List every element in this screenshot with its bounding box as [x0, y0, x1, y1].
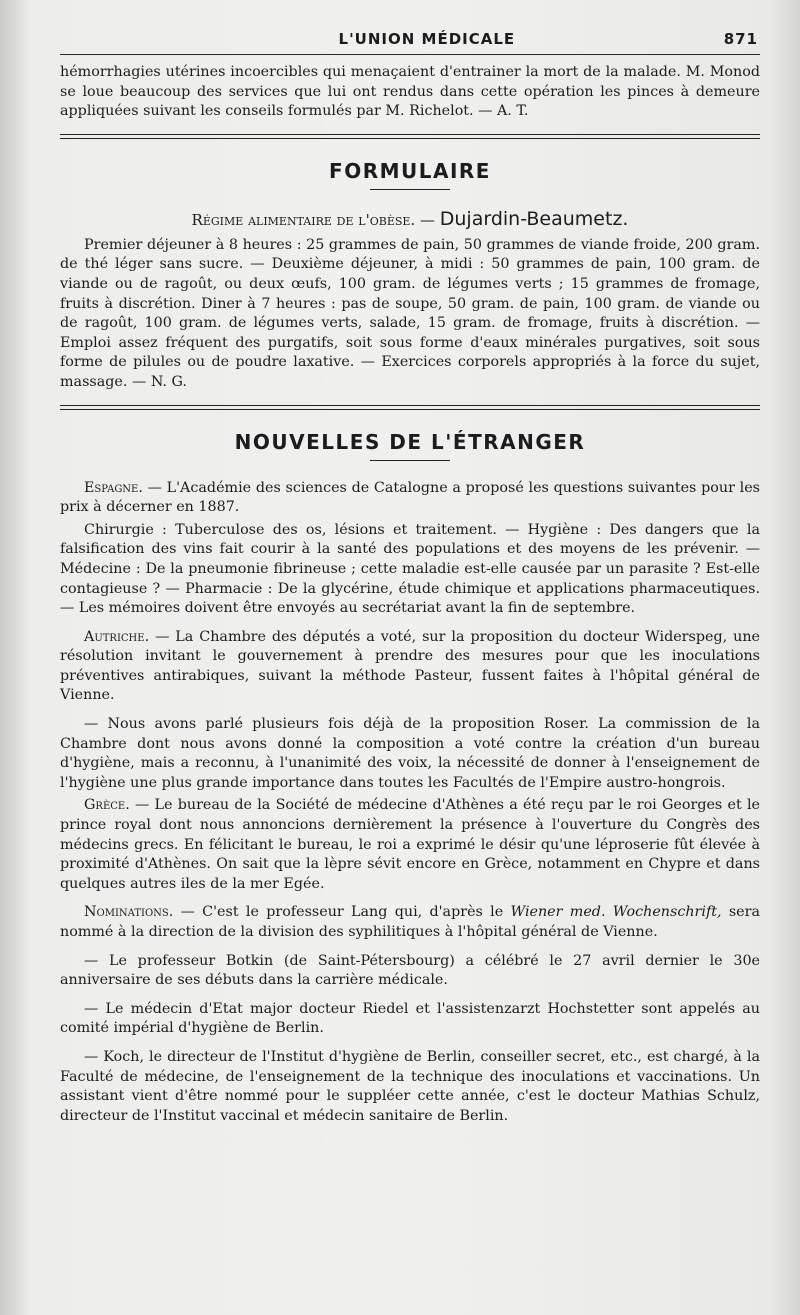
roser-paragraph: — Nous avons parlé plusieurs fois déjà de la proposition Roser. La commission de la Chambre dont nous avons donné la composition a voté contre la création d'un bureau d'hygiène, mais a reconnu, à l'unanimité des voix, la nécessité de donner à l'enseignement de l'hygiène une plus grande importance dans toutes les Facultés de l'Empire austro-hongrois. — [60, 716, 760, 791]
heading-underline — [370, 460, 450, 461]
journal-title: L'UNION MÉDICALE — [338, 30, 516, 48]
grece-paragraph — [60, 796, 760, 894]
regime-author: Dujardin-Beaumetz. — [439, 207, 629, 230]
regime-title — [60, 208, 760, 230]
section-divider — [60, 405, 760, 410]
nominations-text-a: — C'est le professeur Lang qui, d'après le — [173, 904, 511, 921]
autriche-label: Autriche. — [84, 628, 150, 645]
formulaire-heading: FORMULAIRE — [329, 158, 491, 183]
nominations-label: Nominations. — [84, 904, 174, 921]
autriche-paragraph — [60, 628, 760, 706]
grece-text: — Le bureau de la Société de médecine d'Athènes a été reçu par le roi Georges et le prince royal dont nous annoncions dernièrement la présence à l'ouverture du Congrès des médecins grecs. En félicitant le bureau, le roi a exprimé le désir qu'une léproserie fût élevée à proximité d'Athènes. On sait que la lèpre sévit encore en Grèce, notamment en Chypre et dans quelques autres iles de la mer Egée. — [60, 797, 760, 892]
nominations-paragraph — [60, 903, 760, 942]
espagne-paragraph — [60, 479, 760, 518]
journal-name: Wiener med. Wochenschrift, — [510, 904, 722, 921]
regime-dash: — — [415, 210, 440, 229]
regime-subtitle: Régime alimentaire de l'obèse. — [191, 210, 416, 229]
heading-underline — [370, 189, 450, 190]
riedel-paragraph: — Le médecin d'Etat major docteur Riedel et l'assistenzarzt Hochstetter sont appelés au comité impérial d'hygiène de Berlin. — [60, 1000, 760, 1037]
regime-body: Premier déjeuner à 8 heures : 25 grammes de pain, 50 grammes de viande froide, 200 gram. de thé léger sans sucre. — Deuxième déjeuner, à midi : 50 grammes de pain, 100 gram. de viande ou de ragoût, ou deux œufs, 100 gram. de légumes verts ; 15 grammes de fromage, fruits à discrétion. Diner à 7 heures : pas de soupe, 50 gram. de pain, 100 gram. de viande ou de ragoût, 100 gram. de légumes verts, salade, 15 gram. de fromage, fruits à discrétion. — Emploi assez fréquent des purgatifs, soit sous forme d'eaux minérales purgatives, soit sous forme de pilules ou de poudre laxative. — Exercices corporels appropriés à la force du sujet, massage. — N. G. — [60, 236, 760, 390]
koch-paragraph: — Koch, le directeur de l'Institut d'hygiène de Berlin, conseiller secret, etc., est chargé, à la Faculté de médecine, de l'enseignement de la technique des inoculations et vaccinations. Un assistant vient d'être nommé pour le suppléer cette année, c'est le docteur Mathias Schulz, directeur de l'Institut vaccinal et médecin sanitaire de Berlin. — [60, 1048, 760, 1124]
running-header — [60, 30, 760, 55]
espagne-text: — L'Académie des sciences de Catalogne a proposé les questions suivantes pour les prix à décerner en 1887. — [60, 479, 760, 516]
section-divider — [60, 134, 760, 139]
intro-paragraph: hémorrhagies utérines incoercibles qui menaçaient d'entrainer la mort de la malade. M. Monod se loue beaucoup des services que lui ont rendus dans cette opération les pinces à demeure appliquées suivant les conseils formulés par M. Richelot. — A. T. — [60, 64, 760, 120]
nominations-text-b: sera nommé à la direction de la division des syphilitiques à l'hôpital général de Vienne. — [60, 904, 760, 940]
etranger-heading: NOUVELLES DE L'ÉTRANGER — [234, 429, 586, 454]
espagne-detail: Chirurgie : Tuberculose des os, lésions et traitement. — Hygiène : Des dangers que la falsification des vins fait courir à la santé des populations et des moyens de les prévenir. — Médecine : De la pneumonie fibrineuse ; cette maladie est-elle causée par un parasite ? Est-elle contagieuse ? — Pharmacie : De la glycérine, étude chimique et applications pharmaceutiques. — Les mémoires doivent être envoyés au secrétariat avant la fin de septembre. — [60, 521, 760, 617]
botkin-paragraph: — Le professeur Botkin (de Saint-Pétersbourg) a célébré le 27 avril dernier le 30e anniversaire de ses débuts dans la carrière médicale. — [60, 952, 760, 989]
page-number: 871 — [723, 30, 758, 48]
grece-label: Grèce. — [84, 797, 130, 814]
autriche-text: — La Chambre des députés a voté, sur la proposition du docteur Widerspeg, une résolution invitant le gouvernement à prendre des mesures pour que les inoculations préventives antirabiques, suivant la méthode Pasteur, fussent faites à l'hôpital général de Vienne. — [60, 628, 760, 704]
espagne-label: Espagne. — [84, 479, 143, 496]
